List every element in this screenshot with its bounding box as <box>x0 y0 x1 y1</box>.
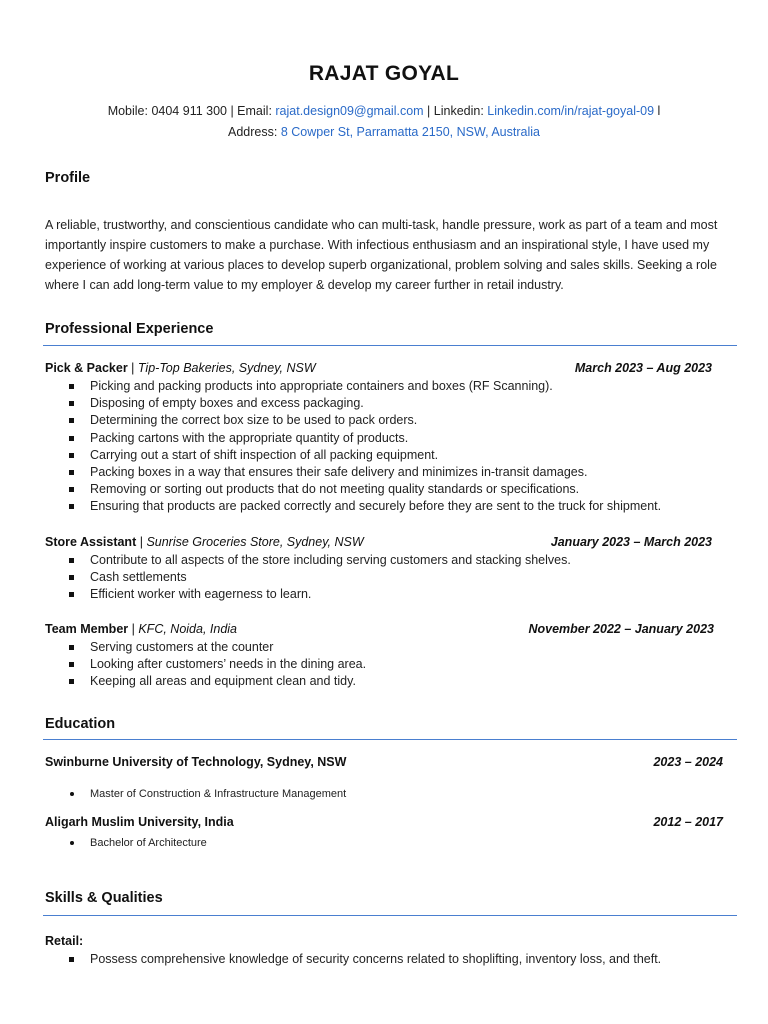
email-link[interactable]: rajat.design09@gmail.com <box>275 104 424 118</box>
list-item: Packing cartons with the appropriate quantity of products. <box>66 430 661 447</box>
list-item: Disposing of empty boxes and excess packaging. <box>66 395 661 412</box>
skills-divider <box>43 915 737 916</box>
education-heading: Education <box>45 716 116 732</box>
education-school-2: Aligarh Muslim University, India <box>45 815 234 829</box>
job-role: Store Assistant <box>45 535 137 549</box>
list-item: Packing boxes in a way that ensures their safe delivery and minimizes in-transit damages. <box>66 464 661 481</box>
education-dates-1: 2023 – 2024 <box>653 755 723 769</box>
skills-sub-heading: Retail: <box>45 934 84 948</box>
job-title-3 <box>45 622 237 636</box>
list-item: Looking after customers’ needs in the dining area. <box>66 656 366 673</box>
linkedin-link[interactable]: Linkedin.com/in/rajat-goyal-09 <box>487 104 655 118</box>
job-title-1 <box>45 361 316 375</box>
job-bullets-3 <box>66 639 366 691</box>
list-item: Ensuring that products are packed correctly and securely before they are sent to the truck for shipment. <box>66 498 661 515</box>
list-item: Removing or sorting out products that do not meeting quality standards or specifications. <box>66 481 661 498</box>
job-dates-3: November 2022 – January 2023 <box>528 622 714 636</box>
profile-text: A reliable, trustworthy, and conscientious candidate who can multi-task, handle pressure, work as part of a team and most importantly inspire customers to make a purchase. With infectious enthusiasm and an inspirational style, I have used my experience of working at various places to develop superb organizational, problem solving and sales skills. Seeking a role where I can add long-term value to my employer & develop my career further in retail industry. <box>45 218 718 292</box>
contact-line <box>0 104 768 118</box>
list-item: Picking and packing products into appropriate containers and boxes (RF Scanning). <box>66 378 661 395</box>
job-role: Pick & Packer <box>45 361 128 375</box>
list-item: Efficient worker with eagerness to learn. <box>66 586 571 603</box>
experience-divider <box>43 345 737 346</box>
list-item: Bachelor of Architecture <box>66 835 207 851</box>
education-degree-list-2 <box>66 835 207 851</box>
education-dates-2: 2012 – 2017 <box>653 815 723 829</box>
list-item: Possess comprehensive knowledge of security concerns related to shoplifting, inventory loss, and theft. <box>66 951 661 968</box>
list-item: Serving customers at the counter <box>66 639 366 656</box>
job-title-2 <box>45 535 364 549</box>
candidate-name: RAJAT GOYAL <box>308 62 460 85</box>
skills-bullets <box>66 951 661 968</box>
education-degree-list-1 <box>66 786 346 802</box>
job-bullets-2 <box>66 552 571 604</box>
mobile-email-label: Mobile: 0404 911 300 | Email: <box>107 104 276 118</box>
job-separator: | <box>127 361 138 375</box>
job-company: Tip-Top Bakeries, Sydney, NSW <box>137 361 316 375</box>
address-link[interactable]: 8 Cowper St, Parramatta 2150, NSW, Australia <box>280 125 540 139</box>
list-item: Contribute to all aspects of the store including serving customers and stacking shelves. <box>66 552 571 569</box>
job-company: Sunrise Groceries Store, Sydney, NSW <box>146 535 364 549</box>
list-item: Master of Construction & Infrastructure Management <box>66 786 346 802</box>
skills-heading: Skills & Qualities <box>45 890 163 906</box>
job-role: Team Member <box>45 622 129 636</box>
linkedin-label: | Linkedin: <box>423 104 488 118</box>
job-dates-1: March 2023 – Aug 2023 <box>574 361 712 375</box>
list-item: Determining the correct box size to be used to pack orders. <box>66 412 661 429</box>
list-item: Keeping all areas and equipment clean and tidy. <box>66 673 366 690</box>
address-label: Address: <box>228 125 281 139</box>
education-school-1: Swinburne University of Technology, Sydney, NSW <box>45 755 347 769</box>
list-item: Carrying out a start of shift inspection of all packing equipment. <box>66 447 661 464</box>
profile-heading: Profile <box>45 170 91 186</box>
job-dates-2: January 2023 – March 2023 <box>550 535 712 549</box>
job-separator: | <box>128 622 139 636</box>
experience-heading: Professional Experience <box>45 321 214 337</box>
job-bullets-1 <box>66 378 661 516</box>
address-line <box>0 125 768 139</box>
education-divider <box>43 739 737 740</box>
linkedin-suffix: l <box>654 104 661 118</box>
job-separator: | <box>136 535 147 549</box>
list-item: Cash settlements <box>66 569 571 586</box>
job-company: KFC, Noida, India <box>138 622 238 636</box>
